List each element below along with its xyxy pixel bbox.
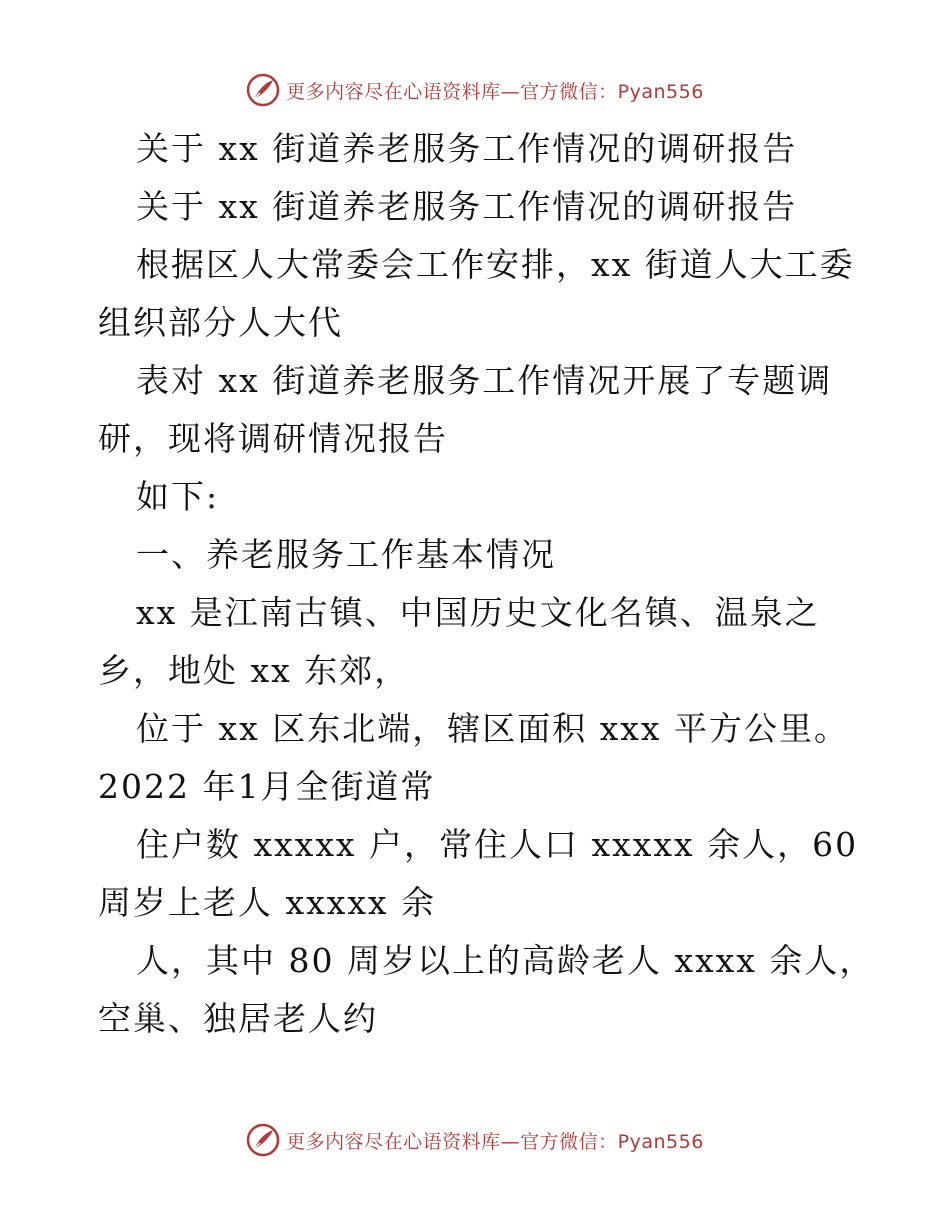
paragraph-line: 空巢、独居老人约 bbox=[98, 999, 378, 1038]
footer-banner-text: 更多内容尽在心语资料库—官方微信：Pyan556 bbox=[286, 1130, 704, 1153]
paragraph-line: 如下: bbox=[136, 477, 220, 516]
quill-pen-logo-icon bbox=[246, 73, 280, 107]
paragraph-line: 组织部分人大代 bbox=[98, 303, 343, 342]
paragraph-line: 2022 年1月全街道常 bbox=[98, 767, 436, 806]
document-body bbox=[98, 120, 875, 1048]
quill-pen-logo-icon bbox=[246, 1123, 280, 1157]
section-heading: 一、养老服务工作基本情况 bbox=[136, 535, 556, 574]
header-watermark-banner bbox=[0, 70, 950, 110]
paragraph-line: 位于 xx 区东北端，辖区面积 xxx 平方公里。 bbox=[136, 709, 850, 748]
title-line: 关于 xx 街道养老服务工作情况的调研报告 bbox=[136, 187, 798, 226]
footer-watermark-banner bbox=[0, 1120, 950, 1160]
title-line: 关于 xx 街道养老服务工作情况的调研报告 bbox=[136, 129, 798, 168]
paragraph-line: 乡，地处 xx 东郊， bbox=[98, 651, 410, 690]
header-banner-text: 更多内容尽在心语资料库—官方微信：Pyan556 bbox=[286, 80, 704, 103]
paragraph-line: xx 是江南古镇、中国历史文化名镇、温泉之 bbox=[136, 593, 820, 632]
paragraph-line: 人，其中 80 周岁以上的高龄老人 xxxx 余人， bbox=[136, 941, 875, 980]
paragraph-line: 住户数 xxxxx 户，常住人口 xxxxx 余人，60 bbox=[136, 825, 859, 864]
paragraph-line: 研，现将调研情况报告 bbox=[98, 419, 448, 458]
paragraph-line: 表对 xx 街道养老服务工作情况开展了专题调 bbox=[136, 361, 833, 400]
paragraph-line: 周岁上老人 xxxxx 余 bbox=[98, 883, 437, 922]
paragraph-line: 根据区人大常委会工作安排，xx 街道人大工委 bbox=[136, 245, 855, 284]
